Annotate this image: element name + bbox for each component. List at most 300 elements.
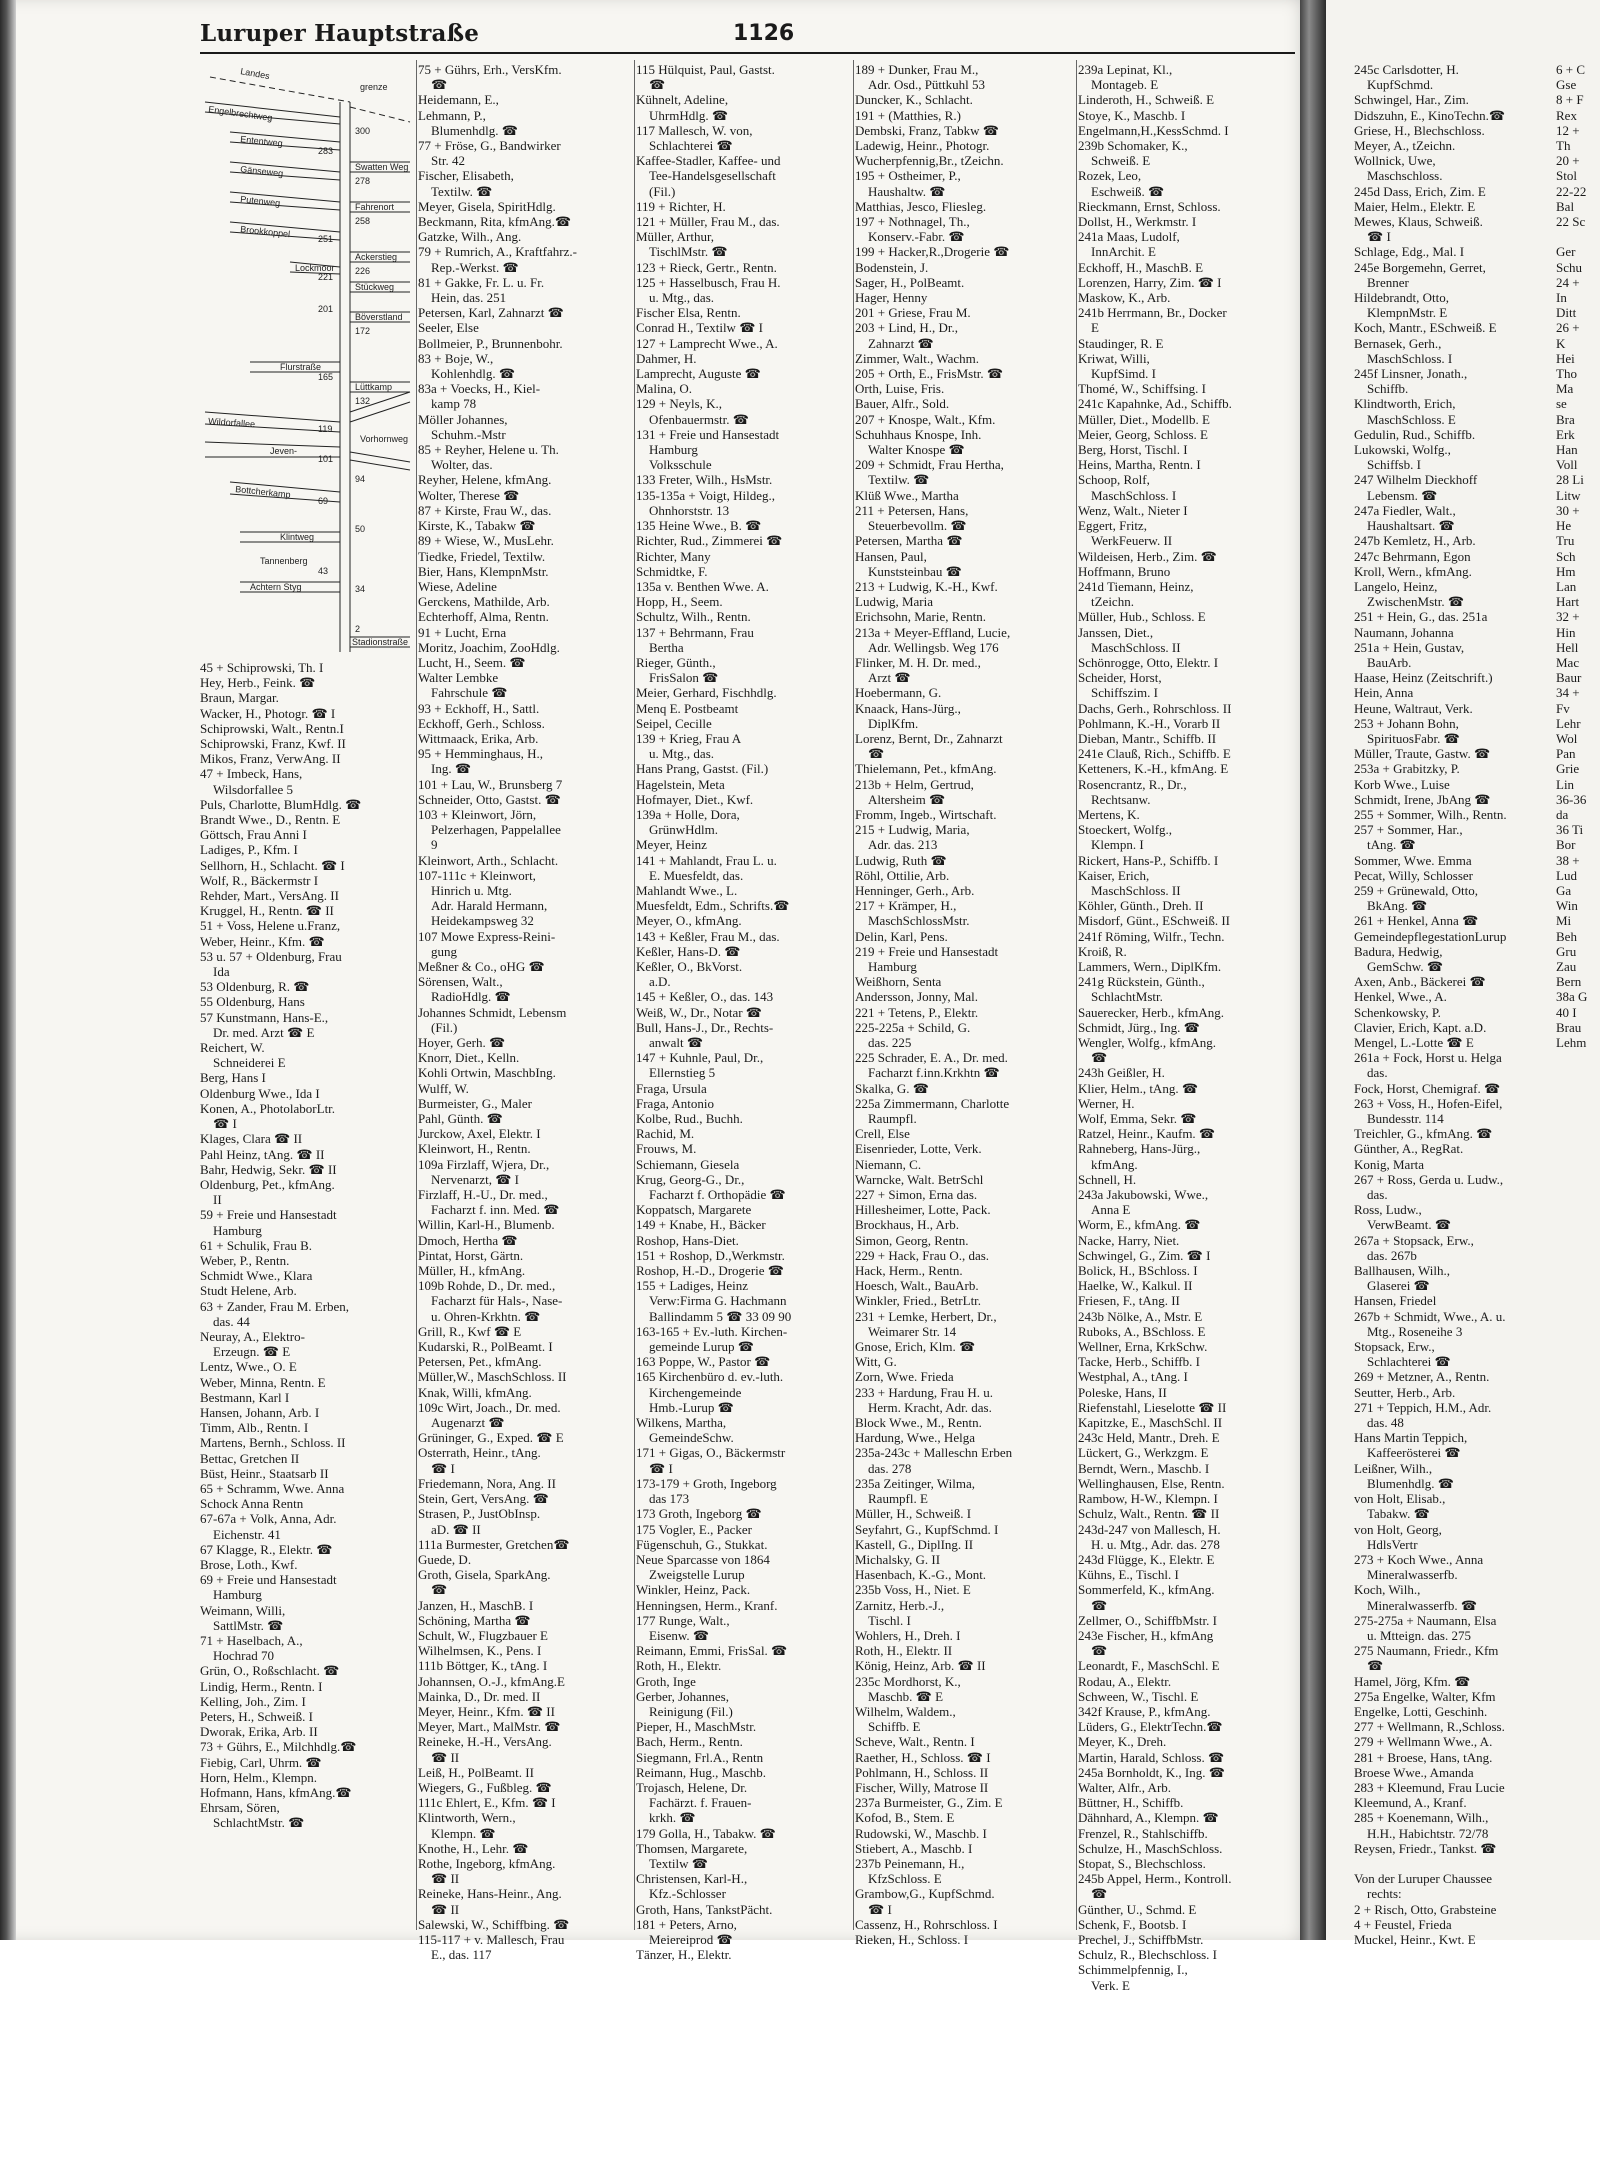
directory-entry: Meyer, A., tZeichn. <box>1354 138 1456 154</box>
directory-entry: Schuhhaus Knospe, Inh. <box>855 426 982 442</box>
directory-entry: Fischer Elsa, Rentn. <box>636 305 741 321</box>
directory-entry: Fv <box>1556 700 1570 716</box>
directory-entry: 245a Bornholdt, K., Ing. ☎ <box>1078 1764 1225 1780</box>
directory-entry: Hochrad 70 <box>200 1648 275 1664</box>
facing-page-column-a <box>1354 62 1554 1947</box>
directory-entry: Weiß, W., Dr., Notar ☎ <box>636 1004 762 1020</box>
directory-entry: 203 + Lind, H., Dr., <box>855 320 959 336</box>
directory-entry: Nervenarzt, ☎ I <box>418 1171 520 1187</box>
directory-entry: Christensen, Karl-H., <box>636 1871 748 1887</box>
directory-entry: 109c Wirt, Joach., Dr. med. <box>418 1399 561 1415</box>
directory-entry: 47 + Imbeck, Hans, <box>200 766 303 782</box>
directory-entry: aD. ☎ II <box>418 1521 481 1537</box>
directory-entry: Schlachterei ☎ <box>1354 1354 1451 1370</box>
directory-entry: Koch, Mantr., ESchweiß. E <box>1354 320 1497 336</box>
directory-entry: 241e Clauß, Rich., Schiffb. E <box>1078 746 1231 762</box>
directory-entry: Fraga, Antonio <box>636 1095 714 1111</box>
directory-entry: WerkFeuerw. II <box>1078 533 1173 549</box>
directory-entry: Schenkowsky, P. <box>1354 1004 1441 1020</box>
directory-entry: 53 Oldenburg, R. ☎ <box>200 979 310 995</box>
directory-entry: Hansen, Paul, <box>855 548 927 564</box>
directory-entry: 22-22 <box>1556 183 1587 199</box>
directory-entry: 241d Tiemann, Heinz, <box>1078 578 1194 594</box>
directory-entry: Hoebermann, G. <box>855 685 942 701</box>
directory-entry: Lebensm. ☎ <box>1354 487 1438 503</box>
directory-entry: Eichenstr. 41 <box>200 1526 281 1542</box>
directory-entry: 211 + Petersen, Hans, <box>855 502 969 518</box>
directory-entry: Wiese, Adeline <box>418 578 497 594</box>
map-number: 132 <box>355 396 371 406</box>
directory-entry: Bach, Herm., Rentn. <box>636 1734 743 1750</box>
directory-entry: 36-36 <box>1556 791 1587 807</box>
directory-entry: Schock Anna Rentn <box>200 1496 304 1512</box>
directory-entry: Bollmeier, P., Brunnenbohr. <box>418 335 563 351</box>
directory-entry: Stiebert, A., Maschb. I <box>855 1840 973 1856</box>
directory-entry: Bundesstr. 114 <box>1354 1111 1444 1127</box>
directory-entry: 213b + Helm, Gertrud, <box>855 776 974 792</box>
directory-entry: 109b Rohde, D., Dr. med., <box>418 1278 556 1294</box>
directory-entry: Ladewig, Heinr., Photogr. <box>855 138 990 154</box>
map-label-luettkamp: Lüttkamp <box>355 382 393 392</box>
map-number: 221 <box>318 272 334 282</box>
directory-entry: 267b + Schmidt, Wwe., A. u. <box>1354 1308 1506 1324</box>
directory-entry: Lamprecht, Auguste ☎ <box>636 366 761 382</box>
directory-entry: 243c Held, Mantr., Dreh. E <box>1078 1430 1220 1446</box>
header-rule <box>200 52 1295 54</box>
directory-entry: Facharzt f.inn.Krkhtn ☎ <box>855 1065 1000 1081</box>
directory-entry: Heins, Martha, Rentn. I <box>1078 457 1201 473</box>
directory-entry: 217 + Krämper, H., <box>855 898 957 914</box>
directory-entry: 24 + <box>1556 274 1580 290</box>
directory-entry: ☎ I <box>636 1460 673 1476</box>
directory-entry: 6 + C <box>1556 62 1586 77</box>
directory-entry: Prechel, J., SchiffbMstr. <box>1078 1931 1204 1947</box>
directory-entry: Brose, Loth., Kwf. <box>200 1556 298 1572</box>
directory-entry: Gatzke, Wilh., Ang. <box>418 229 522 245</box>
map-label-ackerstieg: Ackerstieg <box>355 252 398 262</box>
directory-entry: Facharzt für Hals-, Nase- <box>418 1293 563 1309</box>
directory-entry: Pahl Heinz, tAng. ☎ II <box>200 1146 325 1162</box>
directory-entry: Lud <box>1556 867 1577 883</box>
directory-entry: 71 + Haselbach, A., <box>200 1633 303 1648</box>
directory-entry: Berg, Horst, Tischl. I <box>1078 442 1188 458</box>
directory-entry: Eisenw. ☎ <box>636 1627 710 1643</box>
directory-entry: Meyer, O., kfmAng. <box>636 913 742 929</box>
directory-entry: Günther, U., Schmd. E <box>1078 1901 1197 1917</box>
directory-entry: Groth, Gisela, SparkAng. <box>418 1567 551 1583</box>
directory-entry: Reimann, Emmi, FrisSal. ☎ <box>636 1643 788 1659</box>
directory-entry: Hasenbach, K.-G., Mont. <box>855 1567 987 1583</box>
directory-entry: Scheve, Walt., Rentn. I <box>855 1734 975 1750</box>
directory-entry: Schiffb. E <box>855 1719 921 1735</box>
directory-entry: 95 + Hemminghaus, H., <box>418 746 544 762</box>
directory-entry: Sommer, Wwe. Emma <box>1354 852 1472 868</box>
directory-entry: Schulze, H., MaschSchloss. <box>1078 1840 1223 1856</box>
directory-entry: InnArchit. E <box>1078 244 1156 260</box>
directory-entry: Walter, Alfr., Arb. <box>1078 1779 1172 1795</box>
directory-entry: Adr. Harald Hermann, <box>418 898 548 914</box>
directory-entry: 135a v. Benthen Wwe. A. <box>636 578 769 594</box>
directory-entry: das. 225 <box>855 1035 912 1050</box>
directory-entry: Johannes Schmidt, Lebensm <box>418 1004 567 1020</box>
directory-entry: Müller, Diet., Modellb. E <box>1078 411 1210 427</box>
directory-entry: 109a Firzlaff, Wjera, Dr., <box>418 1156 550 1172</box>
directory-entry: 283 + Kleemund, Frau Lucie <box>1354 1779 1505 1795</box>
directory-entry: 28 Li <box>1556 472 1584 488</box>
directory-entry: Lukowski, Wolfg., <box>1354 442 1451 458</box>
directory-entry: 201 + Griese, Frau M. <box>855 305 971 321</box>
directory-entry: Sellhorn, H., Schlacht. ☎ I <box>200 857 345 873</box>
directory-entry: 197 + Nothnagel, Th., <box>855 214 970 230</box>
directory-entry: ☎ I <box>418 1460 455 1476</box>
directory-entry: Seutter, Herb., Arb. <box>1354 1384 1456 1400</box>
directory-entry: Rep.-Werkst. ☎ <box>418 259 519 275</box>
directory-entry: Blumenhdlg. ☎ <box>1354 1475 1454 1491</box>
directory-entry: Wilhelmsen, K., Pens. I <box>418 1643 542 1659</box>
directory-entry: Lentz, Wwe., O. E <box>200 1359 297 1375</box>
directory-entry: Konig, Marta <box>1354 1156 1425 1172</box>
directory-entry: Schönrogge, Otto, Elektr. I <box>1078 654 1219 670</box>
map-label-boettcherkamp: Bottcherkamp <box>234 484 292 500</box>
directory-entry: Skalka, G. ☎ <box>855 1080 929 1096</box>
directory-entry: Müller,W., MaschSchloss. II <box>418 1369 567 1385</box>
directory-entry: 141 + Mahlandt, Frau L. u. <box>636 852 777 868</box>
directory-entry: Wohlers, H., Dreh. I <box>855 1627 961 1643</box>
directory-entry: Kaiser, Erich, <box>1078 867 1150 883</box>
directory-entry: Block Wwe., M., Rentn. <box>855 1415 982 1431</box>
map-number: 50 <box>355 524 366 534</box>
directory-entry: H. u. Mtg., Adr. das. 278 <box>1078 1536 1220 1552</box>
directory-entry: Ofenbauermstr. ☎ <box>636 411 749 427</box>
directory-entry: Rieken, H., Schloss. I <box>855 1931 969 1947</box>
directory-entry: RadioHdlg. ☎ <box>418 989 511 1005</box>
directory-entry: E., das. 117 <box>418 1947 492 1963</box>
directory-entry: (Fil.) <box>418 1019 458 1035</box>
directory-entry: 123 + Rieck, Gertr., Rentn. <box>636 259 777 275</box>
directory-entry: Stol <box>1556 168 1577 184</box>
directory-entry: Hofmann, Hans, kfmAng.☎ <box>200 1785 352 1801</box>
directory-entry: Schlachterei ☎ <box>636 138 733 154</box>
directory-entry: Bra <box>1556 411 1575 427</box>
directory-entry: Lan <box>1556 578 1577 594</box>
directory-entry: Kudarski, R., PolBeamt. I <box>418 1339 553 1355</box>
map-label-ententweg: Ententweg <box>239 134 284 149</box>
directory-entry: 239b Schomaker, K., <box>1078 138 1188 154</box>
directory-entry: Schultz, Wilh., Rentn. <box>636 609 751 625</box>
directory-entry: 87 + Kirste, Frau W., das. <box>418 502 552 518</box>
directory-entry: Guede, D. <box>418 1551 472 1567</box>
directory-entry: Verw:Firma G. Hachmann <box>636 1293 787 1309</box>
directory-entry: Seipel, Cecille <box>636 715 712 731</box>
directory-entry: 36 Ti <box>1556 822 1584 838</box>
map-label-putenweg: Putenweg <box>239 194 281 209</box>
directory-entry: Henningsen, Herm., Kranf. <box>636 1597 778 1613</box>
directory-entry: ☎ II <box>418 1871 460 1887</box>
directory-entry: Didszuhn, E., KinoTechn.☎ <box>1354 107 1506 123</box>
directory-entry: 111c Ehlert, E., Kfm. ☎ I <box>418 1795 556 1811</box>
book-edge <box>0 0 16 1940</box>
directory-entry: Schult, W., Flugzbauer E <box>418 1627 548 1643</box>
directory-entry: Bier, Hans, KlempnMstr. <box>418 563 549 579</box>
directory-entry: Pahl, Günth. ☎ <box>418 1111 503 1127</box>
map-number: 283 <box>318 146 334 156</box>
directory-entry: Sommerfeld, K., kfmAng. <box>1078 1582 1215 1598</box>
directory-entry: 221 + Tetens, P., Elektr. <box>855 1004 979 1020</box>
directory-entry: Köhler, Günth., Dreh. II <box>1078 898 1204 914</box>
directory-entry: 235b Voss, H., Niet. E <box>855 1582 971 1598</box>
directory-entry: von Holt, Elisab., <box>1354 1491 1446 1507</box>
directory-entry: 34 + <box>1556 685 1580 701</box>
directory-entry: Lehm <box>1556 1035 1587 1050</box>
directory-entry: Petersen, Pet., kfmAng. <box>418 1354 542 1370</box>
directory-entry: Schenk, F., Bootsb. I <box>1078 1916 1187 1932</box>
directory-entry: Roth, H., Elektr. <box>636 1658 722 1674</box>
directory-entry: GemeindeSchw. <box>636 1430 734 1446</box>
directory-entry: 135 Heine Wwe., B. ☎ <box>636 518 762 534</box>
directory-entry: 125 + Hasselbusch, Frau H. <box>636 274 781 290</box>
directory-entry: Keßler, Hans-D. ☎ <box>636 943 741 959</box>
directory-entry: Win <box>1556 898 1578 914</box>
directory-entry: Textilw. ☎ <box>418 183 493 199</box>
directory-entry: Berg, Hans I <box>200 1070 266 1086</box>
directory-entry: Kapitzke, E., MaschSchl. II <box>1078 1415 1223 1431</box>
directory-entry: Rodau, A., Elektr. <box>1078 1673 1172 1689</box>
directory-entry: Walter Lembke <box>418 670 499 686</box>
directory-entry: Berndt, Wern., Maschb. I <box>1078 1460 1210 1476</box>
directory-entry: Gnose, Erich, Klm. ☎ <box>855 1339 976 1355</box>
directory-entry: Koch, Wilh., <box>1354 1582 1421 1598</box>
directory-entry: u. Mtg., das. <box>636 290 714 306</box>
directory-entry: 22 Sc <box>1556 214 1586 230</box>
facing-page-column-b <box>1556 62 1600 1932</box>
directory-entry: 213 + Ludwig, K.-H., Kwf. <box>855 578 998 594</box>
directory-entry: Hamel, Jörg, Kfm. ☎ <box>1354 1673 1471 1689</box>
directory-entry: Meyer, Gisela, SpiritHdlg. <box>418 198 556 214</box>
directory-entry: 342f Krause, P., kfmAng. <box>1078 1703 1211 1719</box>
directory-entry: Hein, Anna <box>1354 685 1414 701</box>
directory-entry: 115 Hülquist, Paul, Gastst. <box>636 62 775 77</box>
directory-entry: Frenzel, R., Stahlschiffb. <box>1078 1825 1208 1841</box>
directory-entry: Klempn. ☎ <box>418 1825 496 1841</box>
directory-entry: 271 + Teppich, H.M., Adr. <box>1354 1399 1492 1415</box>
directory-entry: Meyer, Mart., MalMstr. ☎ <box>418 1719 561 1735</box>
directory-entry: Pelzerhagen, Pappelallee <box>418 822 561 838</box>
directory-entry: Seeler, Else <box>418 320 479 336</box>
directory-entry: Reysen, Friedr., Tankst. ☎ <box>1354 1840 1497 1856</box>
directory-entry: 275a Engelke, Walter, Kfm <box>1354 1688 1496 1704</box>
directory-entry: Timm, Alb., Rentn. I <box>200 1420 309 1436</box>
directory-entry: Fromm, Ingeb., Wirtschaft. <box>855 806 997 822</box>
directory-entry: Schneider, Otto, Gastst. ☎ <box>418 791 561 807</box>
directory-entry: Arzt ☎ <box>855 670 911 686</box>
directory-entry: Ing. ☎ <box>418 761 472 777</box>
directory-entry: SchlachtMstr. ☎ <box>200 1815 305 1831</box>
directory-entry: 111b Böttger, K., tAng. I <box>418 1658 548 1674</box>
directory-entry: Hardung, Wwe., Helga <box>855 1430 975 1446</box>
directory-entry: 267a + Stopsack, Erw., <box>1354 1232 1474 1248</box>
directory-entry: Reyher, Helene, kfmAng. <box>418 472 552 488</box>
directory-entry: Brau <box>1556 1019 1582 1035</box>
directory-entry: Neue Sparcasse von 1864 <box>636 1551 770 1567</box>
directory-entry: Hin <box>1556 624 1576 640</box>
directory-entry: Weber, P., Rentn. <box>200 1252 290 1268</box>
directory-entry: 241c Kapahnke, Ad., Schiffb. <box>1078 396 1232 412</box>
directory-entry: 155 + Ladiges, Heinz <box>636 1278 749 1294</box>
directory-entry: Facharzt f. Orthopädie ☎ <box>636 1187 786 1203</box>
directory-entry: Badura, Hedwig, <box>1354 943 1443 959</box>
directory-entry: u. Mtteign. das. 275 <box>1354 1627 1471 1643</box>
directory-entry: Mtg., Roseneihe 3 <box>1354 1323 1463 1339</box>
directory-entry: Th <box>1556 138 1571 154</box>
map-number: 201 <box>318 304 334 314</box>
map-label-stadionstrasse: Stadionstraße <box>352 637 409 647</box>
directory-entry: Facharzt f. inn. Med. ☎ <box>418 1202 560 1218</box>
map-number: 43 <box>318 566 329 576</box>
directory-entry: das 173 <box>636 1491 690 1507</box>
directory-entry: Krug, Georg-G., Dr., <box>636 1171 745 1187</box>
directory-entry: Heidemann, E., <box>418 92 499 108</box>
directory-entry: Langelo, Heinz, <box>1354 578 1438 594</box>
directory-entry: 20 + <box>1556 153 1580 169</box>
directory-entry: 245f Linsner, Jonath., <box>1354 366 1468 382</box>
directory-entry: 277 + Wellmann, R.,Schloss. <box>1354 1719 1505 1735</box>
directory-entry: Muesfeldt, Edm., Schrifts.☎ <box>636 898 790 914</box>
directory-entry: Braun, Margar. <box>200 690 279 706</box>
directory-entry: Schnell, H. <box>1078 1171 1137 1187</box>
directory-entry: Brandt Wwe., D., Rentn. E <box>200 812 341 828</box>
directory-entry: Mahlandt Wwe., L. <box>636 882 738 898</box>
directory-entry: 207 + Knospe, Walt., Kfm. <box>855 411 996 427</box>
directory-entry: 237b Peinemann, H., <box>855 1855 965 1871</box>
directory-entry: tZeichn. <box>1078 594 1134 610</box>
directory-entry: Weimarer Str. 14 <box>855 1323 957 1339</box>
directory-entry: 135-135a + Voigt, Hildeg., <box>636 487 776 503</box>
directory-entry: SpirituosFabr. ☎ <box>1354 730 1460 746</box>
directory-entry: 213a + Meyer-Effland, Lucie, <box>855 624 1011 640</box>
directory-entry: 69 + Freie und Hansestadt <box>200 1572 337 1588</box>
directory-entry: Müller, Arthur, <box>636 229 715 245</box>
directory-entry: Litw <box>1556 487 1581 503</box>
directory-entry: Echterhoff, Alma, Rentn. <box>418 609 549 625</box>
directory-entry: Mengel, L.-Lotte ☎ E <box>1354 1035 1474 1050</box>
directory-entry: das. <box>1354 1187 1388 1203</box>
directory-entry: 253a + Grabitzky, P. <box>1354 761 1460 777</box>
directory-entry: Büst, Heinr., Staatsarb II <box>200 1465 329 1481</box>
directory-entry: Martin, Harald, Schloss. ☎ <box>1078 1749 1225 1765</box>
directory-entry: Wulff, W. <box>418 1080 469 1096</box>
map-number: 69 <box>318 496 329 506</box>
directory-entry: das. 267b <box>1354 1247 1417 1263</box>
directory-entry: Hein, das. 251 <box>418 290 507 306</box>
directory-entry: Ross, Ludw., <box>1354 1202 1422 1218</box>
directory-entry: Linderoth, H., Schweiß. E <box>1078 92 1215 108</box>
directory-entry: Bettac, Gretchen II <box>200 1450 300 1466</box>
directory-entry: 173 Groth, Ingeborg ☎ <box>636 1506 762 1522</box>
directory-entry: Hager, Henny <box>855 290 928 306</box>
directory-entry: Schwingel, Har., Zim. <box>1354 92 1469 108</box>
directory-entry: da <box>1556 806 1569 822</box>
directory-entry: Volksschule <box>636 457 712 473</box>
map-number: 165 <box>318 372 334 382</box>
directory-entry: Dähnhard, A., Klempn. ☎ <box>1078 1810 1219 1826</box>
directory-entry: Ditt <box>1556 305 1577 321</box>
directory-entry: Roshop, Hans-Diet. <box>636 1232 739 1248</box>
directory-entry: 121 + Müller, Frau M., das. <box>636 214 780 230</box>
directory-entry: 241a Maas, Ludolf, <box>1078 229 1180 245</box>
directory-entry: Siegmann, Frl.A., Rentn <box>636 1749 764 1765</box>
directory-entry: KfzSchloss. E <box>855 1871 942 1887</box>
directory-entry: Ballhausen, Wilh., <box>1354 1263 1451 1279</box>
directory-entry: Witt, G. <box>855 1354 897 1370</box>
directory-entry: Hans Martin Teppich, <box>1354 1430 1468 1446</box>
directory-entry: Grüninger, G., Exped. ☎ E <box>418 1430 564 1446</box>
directory-entry: Wildeisen, Herb., Zim. ☎ <box>1078 548 1217 564</box>
directory-entry: Kolbe, Rud., Buchh. <box>636 1111 743 1127</box>
directory-entry: Niemann, C. <box>855 1156 922 1172</box>
map-label-landes: Landes <box>239 66 271 82</box>
directory-entry: Ladiges, P., Kfm. I <box>200 842 298 858</box>
directory-entry: Lin <box>1556 776 1575 792</box>
directory-entry: Zarnitz, Herb.-J., <box>855 1597 945 1613</box>
directory-entry: Burmeister, G., Maler <box>418 1095 532 1111</box>
directory-entry: das. <box>1354 1065 1388 1081</box>
directory-entry: Studt Helene, Arb. <box>200 1283 297 1299</box>
directory-entry: Winkler, Heinz, Pack. <box>636 1582 751 1598</box>
directory-entry: Brenner <box>1354 274 1409 290</box>
directory-entry: Wiegers, G., Fußbleg. ☎ <box>418 1779 552 1795</box>
directory-entry: 241g Rückstein, Günth., <box>1078 974 1205 990</box>
directory-entry: 101 + Lau, W., Brunsberg 7 <box>418 776 563 792</box>
directory-entry: Crell, Else <box>855 1126 910 1142</box>
directory-entry: Ohnhorststr. 13 <box>636 502 730 518</box>
street-title: Luruper Hauptstraße <box>200 20 480 47</box>
map-number: 172 <box>355 326 371 336</box>
directory-entry: Dembski, Franz, Tabkw ☎ <box>855 122 999 138</box>
directory-entry: 227 + Simon, Erna das. <box>855 1187 978 1203</box>
directory-entry: Puls, Charlotte, BlumHdlg. ☎ <box>200 796 362 812</box>
directory-entry: Conrad H., Textilw ☎ I <box>636 320 763 336</box>
directory-entry: 85 + Reyher, Helene u. Th. <box>418 442 559 458</box>
directory-entry: Reineke, Hans-Heinr., Ang. <box>418 1886 562 1902</box>
directory-entry: E <box>1078 320 1099 336</box>
directory-entry: Kofod, B., Stem. E <box>855 1810 955 1826</box>
column-divider <box>853 60 854 1930</box>
page-header <box>200 20 1290 60</box>
directory-entry: Sager, H., PolBeamt. <box>855 274 965 290</box>
directory-entry: Bolick, H., BSchloss. I <box>1078 1263 1198 1279</box>
directory-entry: Baur <box>1556 670 1582 686</box>
directory-entry: von Holt, Georg, <box>1354 1521 1442 1537</box>
directory-entry: In <box>1556 290 1567 306</box>
directory-entry: Griese, H., Blechschloss. <box>1354 122 1485 138</box>
directory-entry <box>1556 229 1600 244</box>
directory-entry: Kastell, G., DiplIng. II <box>855 1536 974 1552</box>
directory-entry: Hildebrandt, Otto, <box>1354 290 1449 306</box>
directory-entry: Weimann, Willi, <box>200 1602 286 1618</box>
directory-entry: UhrmHdlg. ☎ <box>636 107 729 123</box>
directory-entry: Hamburg <box>200 1222 262 1238</box>
directory-entry: 119 + Richter, H. <box>636 198 726 214</box>
directory-entry: Hansen, Friedel <box>1354 1293 1437 1309</box>
directory-entry: ☎ <box>418 77 448 93</box>
directory-entry: Steuerbevollm. ☎ <box>855 518 967 534</box>
directory-entry: 243d Flügge, K., Elektr. E <box>1078 1551 1215 1567</box>
directory-entry: Bahr, Hedwig, Sekr. ☎ II <box>200 1161 337 1177</box>
directory-entry: Verk. E <box>1078 1977 1130 1993</box>
directory-entry: Pohlmann, K.-H., Vorarb II <box>1078 715 1221 731</box>
directory-entry: Jurckow, Axel, Elektr. I <box>418 1126 541 1142</box>
directory-entry: Maier, Helm., Elektr. E <box>1354 198 1476 214</box>
